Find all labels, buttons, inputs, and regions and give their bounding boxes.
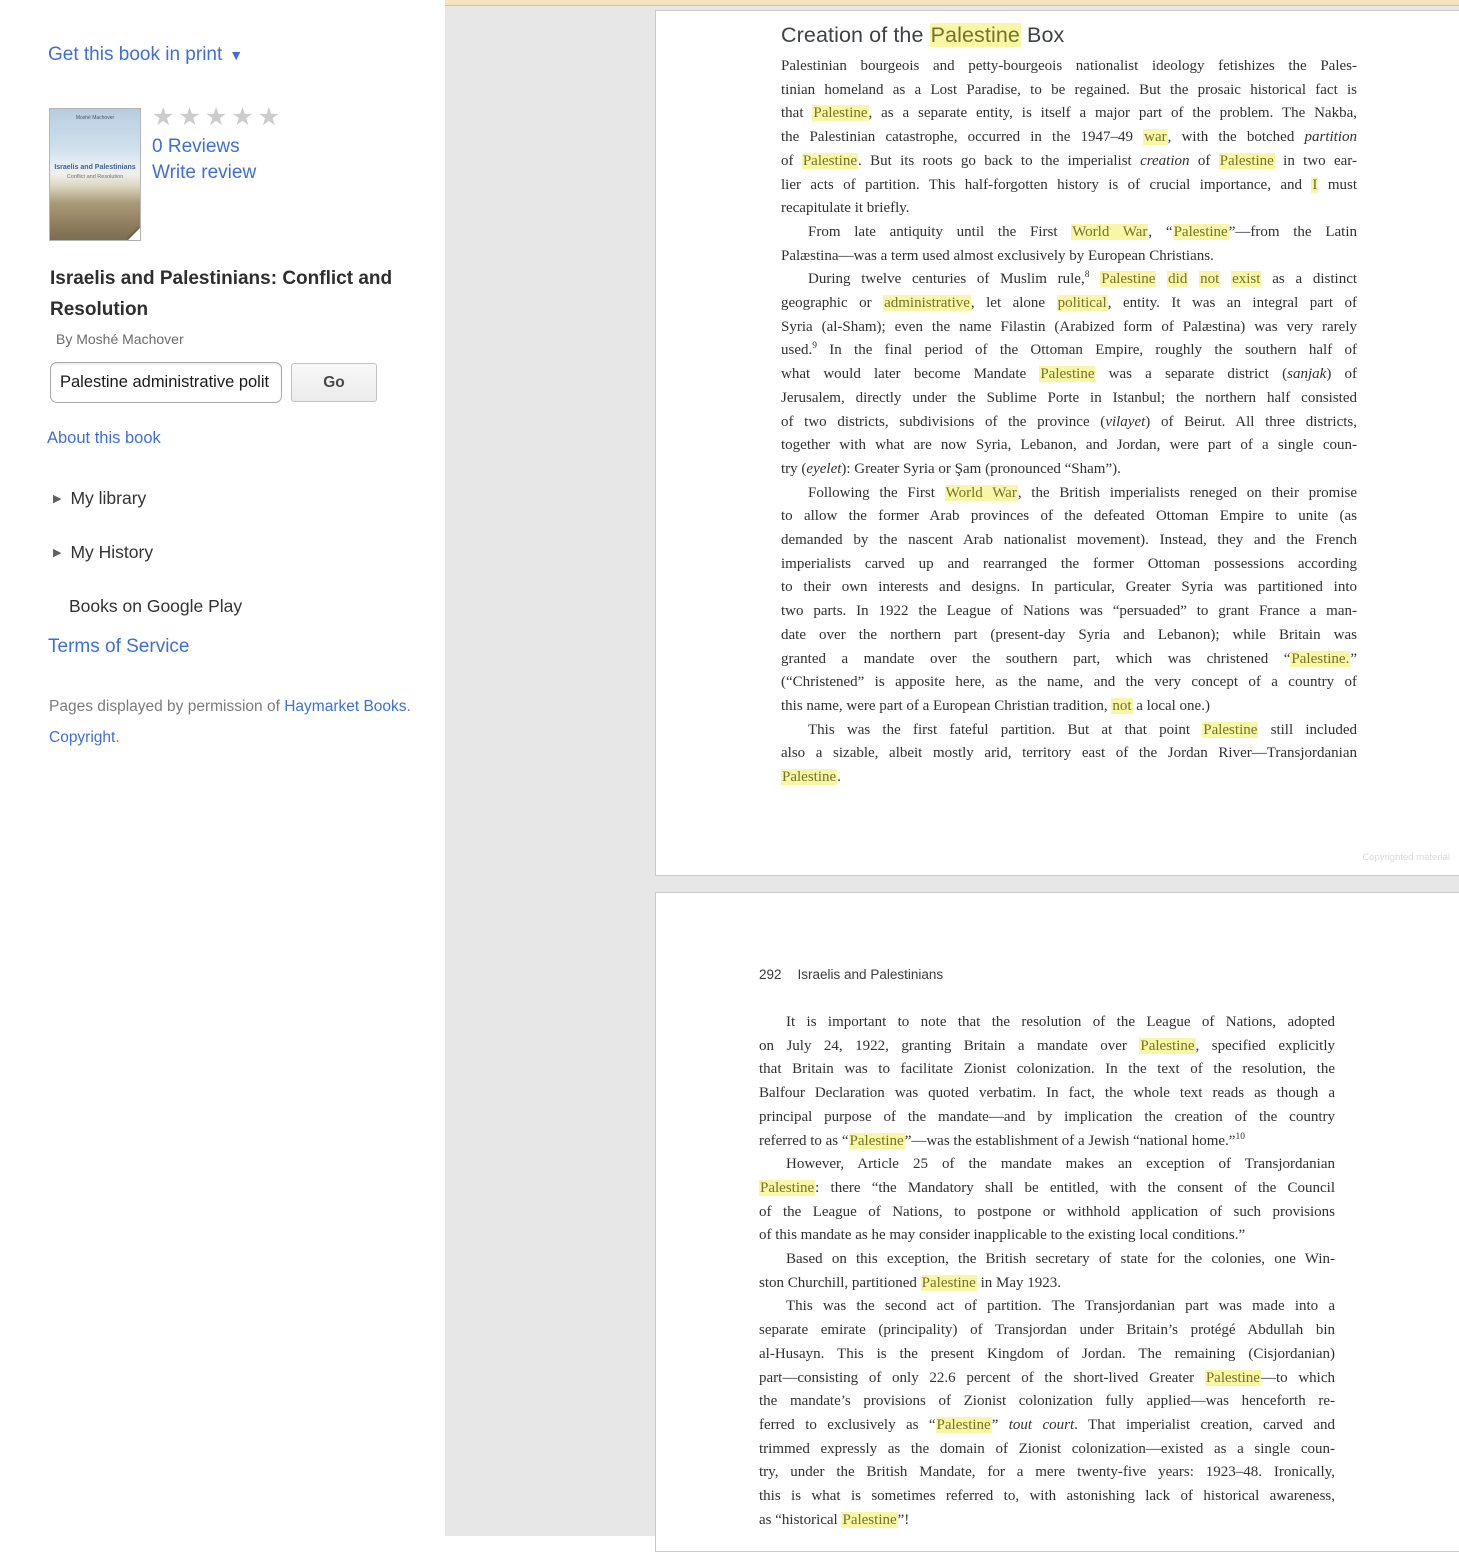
text-segment: ): Greater Syria or Şam (pronounced “Sham”). [841, 460, 1121, 477]
text-segment: the Palestinian catastrophe, occurred in the 1947–49 [781, 129, 1144, 146]
text-segment: ”—from the Latin [1228, 223, 1357, 240]
book-text-line [759, 1035, 1335, 1059]
book-text-line [781, 553, 1357, 577]
text-segment: Jerusalem, directly under the Sublime Porte in Istanbul; the northern half consisted [781, 389, 1357, 406]
search-in-book-input[interactable] [50, 362, 282, 403]
book-text-line [759, 1461, 1335, 1485]
book-text-line [781, 529, 1357, 553]
chevron-down-icon: ▼ [229, 47, 244, 63]
book-text-line [781, 482, 1357, 506]
text-segment: eyelet [806, 460, 842, 477]
search-highlight: exist [1232, 271, 1261, 288]
text-segment: two parts. In 1922 the League of Nations was “persuaded” to grant France a man- [781, 603, 1357, 620]
book-page-1 [655, 10, 1459, 876]
book-text-line [781, 339, 1357, 363]
text-segment: ) of Beirut. All three districts, [1145, 413, 1357, 430]
search-highlight: Palestine [813, 105, 868, 122]
text-segment: sanjak [1287, 366, 1327, 383]
book-text-line [781, 363, 1357, 387]
book-text-line [781, 221, 1357, 245]
text-segment: in May 1923. [976, 1274, 1061, 1291]
text-segment: creation [1140, 152, 1190, 169]
star-rating-icons: ★★★★★ [152, 103, 285, 131]
book-text-line [781, 316, 1357, 340]
sidebar-item-my-library[interactable] [53, 488, 146, 509]
copyright-link[interactable]: Copyright [49, 729, 116, 746]
book-title: Israelis and Palestinians: Conflict and Resolution [50, 268, 393, 320]
text-segment: In the final period of the Ottoman Empire, roughly the southern half of [817, 342, 1357, 359]
text-segment: still included [1258, 721, 1357, 738]
book-text-line [781, 387, 1357, 411]
text-segment: in two ear- [1274, 152, 1358, 169]
text-segment: , “ [1148, 223, 1173, 240]
book-paragraph [781, 719, 1357, 790]
book-text-line [759, 1058, 1335, 1082]
text-segment: separate emirate (principality) of Transjordan under Britain’s protégé Abdullah bin [759, 1322, 1335, 1339]
book-text-line [781, 648, 1357, 672]
search-highlight: Palestine [921, 1274, 976, 1291]
publisher-link[interactable]: Haymarket Books [284, 698, 407, 715]
book-text-line [781, 719, 1357, 743]
book-paragraph [759, 1295, 1335, 1532]
search-highlight: Palestine [802, 152, 857, 169]
text-segment: 9 [812, 341, 817, 352]
text-segment: partition [1304, 129, 1357, 146]
book-text-line [781, 695, 1357, 719]
book-text-line [759, 1153, 1335, 1177]
book-text-line [759, 1272, 1335, 1296]
text-segment: also a sizable, albeit mostly arid, territory east of the Jordan River—Transjordanian [781, 745, 1357, 762]
book-text-line [759, 1248, 1335, 1272]
permission-prefix: Pages displayed by permission of [49, 698, 285, 715]
text-segment: a local one.) [1132, 697, 1210, 714]
text-segment: must [1318, 176, 1357, 193]
text-segment: It is important to note that the resolution of the League of Nations, adopted [786, 1014, 1335, 1030]
text-segment: try ( [781, 460, 807, 477]
text-segment: Box [1020, 23, 1065, 47]
text-segment: of two districts, subdivisions of the province ( [781, 413, 1106, 430]
text-segment: of [1189, 152, 1219, 169]
text-segment: During twelve centuries of Muslim rule, [808, 271, 1085, 288]
book-text-line [781, 458, 1357, 482]
book-text-line [781, 576, 1357, 600]
search-highlight: Palestine [1219, 152, 1274, 169]
search-highlight: Palestine. [1291, 650, 1350, 667]
chevron-right-icon: ▶ [53, 547, 62, 559]
text-segment: Following the First [808, 484, 945, 501]
book-text-line [759, 1082, 1335, 1106]
text-segment: lier acts of partition. This half-forgotten history is of crucial importance, and [781, 176, 1312, 193]
text-segment: ” [991, 1416, 1009, 1433]
book-author: By Moshé Machover [56, 331, 184, 347]
text-segment: , with the botched [1167, 129, 1305, 146]
book-text-line [759, 1106, 1335, 1130]
search-highlight: Palestine [1101, 271, 1156, 288]
book-text-line [759, 1367, 1335, 1391]
permission-separator: . [406, 698, 411, 715]
text-segment: Palæstina—was a term used almost exclusively by European Christians. [781, 247, 1214, 264]
text-segment: , entity. It was an integral part of [1107, 295, 1357, 312]
search-highlight: Palestine [760, 1179, 815, 1196]
text-segment: that Britain was to facilitate Zionist colonization. In the text of the resolution, the [759, 1061, 1335, 1078]
text-segment: on July 24, 1922, granting Britain a mandate over [759, 1037, 1140, 1054]
book-text-line [781, 411, 1357, 435]
sidebar [0, 0, 445, 1536]
text-segment: Syria (al-Sham); even the name Filastin (Arabized form of Palæstina) was very rarely [781, 318, 1357, 335]
text-segment: trimmed expressly as the domain of Zionist colonization—existed as a single coun- [759, 1440, 1335, 1457]
search-highlight: Palestine [1140, 1037, 1195, 1054]
text-segment: 8 [1084, 270, 1090, 281]
cover-page-curl [128, 228, 140, 240]
go-button[interactable]: Go [291, 363, 377, 402]
text-segment: was a separate district ( [1095, 366, 1288, 383]
book-paragraph [759, 1011, 1335, 1153]
text-segment: , the British imperialists reneged on their promise [1017, 484, 1357, 501]
book-text-line [759, 1130, 1335, 1154]
text-segment: tout court [1008, 1416, 1075, 1433]
text-segment: this is what is sometimes referred to, with astonishing lack of historical awareness, [759, 1488, 1335, 1505]
text-segment: . That imperialist creation, carved and [1074, 1416, 1335, 1433]
text-segment [1089, 271, 1100, 287]
text-segment: geographic or [781, 295, 884, 312]
book-text-line [781, 102, 1357, 126]
text-segment: to allow the former Arab provinces of the defeated Ottoman Empire to unite (as [781, 508, 1357, 525]
text-segment [1220, 271, 1231, 287]
search-highlight: did [1168, 271, 1188, 288]
text-segment: demanded by the nascent Arab nationalist movement). Instead, they and the French [781, 532, 1357, 549]
text-segment: imperialists carved up and rearranged the former Ottoman possessions according [781, 555, 1357, 572]
book-text-line [781, 197, 1357, 221]
cover-title-text: Israelis and Palestinians [54, 164, 136, 171]
text-segment: , as a separate entity, is itself a major part of the problem. The Nakba, [868, 105, 1357, 122]
terms-of-service-link[interactable]: Terms of Service [48, 636, 190, 657]
search-highlight: Palestine [1173, 223, 1228, 240]
text-segment: date over the northern part (present-day Syria and Lebanon); while Britain was [781, 626, 1357, 643]
book-text-line [781, 624, 1357, 648]
chapter-title [781, 23, 1064, 48]
book-cover-thumbnail[interactable] [49, 108, 141, 241]
book-text-line [759, 1201, 1335, 1225]
text-segment: This was the second act of partition. The Transjordanian part was made into a [786, 1298, 1335, 1315]
text-segment: 10 [1235, 1131, 1245, 1142]
text-segment [1156, 271, 1167, 287]
text-segment: —to which [1260, 1369, 1335, 1386]
search-highlight: political [1057, 295, 1107, 312]
text-segment [1188, 271, 1199, 287]
text-segment: granted a mandate over the southern part, which was christened “ [781, 650, 1291, 667]
book-text-line [759, 1011, 1335, 1035]
permission-suffix: . [115, 729, 120, 746]
book-text-line [759, 1414, 1335, 1438]
page1-textblock [781, 55, 1357, 790]
book-text-line [781, 150, 1357, 174]
text-segment: part—consisting of only 22.6 percent of the short-lived Greater [759, 1369, 1205, 1386]
text-segment: tinian homeland as a Lost Paradise, to be regained. But the prosaic historical fact is [781, 81, 1357, 98]
book-text-line [759, 1177, 1335, 1201]
text-segment: , specified explicitly [1195, 1037, 1336, 1054]
text-segment: , let alone [970, 295, 1057, 312]
copyrighted-material-watermark: Copyrighted material [1362, 852, 1450, 863]
text-segment: principal purpose of the mandate—and by implication the creation of the country [759, 1108, 1335, 1125]
text-segment: of [781, 152, 802, 169]
sidebar-item-books-on-google-play[interactable]: Books on Google Play [69, 596, 243, 616]
text-segment: what would later become Mandate [781, 366, 1040, 383]
book-text-line [759, 1343, 1335, 1367]
text-segment: al-Husayn. This is the present Kingdom of Jordan. The remaining (Cisjordanian) [759, 1345, 1335, 1362]
text-segment: used. [781, 342, 813, 359]
search-highlight: Palestine [842, 1511, 897, 1528]
cover-subtitle-text: Conflict and Resolution [66, 174, 124, 180]
text-segment: vilayet [1105, 413, 1146, 430]
about-this-book-link[interactable]: About this book [47, 429, 161, 447]
book-text-line [781, 766, 1357, 790]
get-book-in-print-label: Get this book in print [48, 44, 223, 65]
search-highlight: Palestine [849, 1132, 904, 1149]
page-number: 292 [759, 967, 782, 982]
book-text-line [781, 742, 1357, 766]
text-segment: ” [1350, 650, 1357, 667]
chevron-right-icon: ▶ [53, 493, 62, 505]
search-highlight: Palestine [936, 1416, 991, 1433]
book-paragraph [781, 55, 1357, 221]
text-segment: This was the first fateful partition. But at that point [808, 721, 1203, 738]
book-text-line [759, 1390, 1335, 1414]
search-highlight: not [1112, 697, 1132, 714]
text-segment: as “historical [759, 1511, 842, 1528]
search-highlight: Palestine [1040, 366, 1095, 383]
book-text-line [759, 1485, 1335, 1509]
permission-notice [49, 691, 429, 753]
book-text-line [759, 1509, 1335, 1533]
book-paragraph [781, 268, 1357, 481]
book-text-line [781, 126, 1357, 150]
text-segment: that [781, 105, 813, 122]
page2-textblock [759, 1011, 1335, 1532]
text-segment: ferred to exclusively as “ [759, 1416, 936, 1433]
search-highlight: war [1144, 129, 1167, 146]
search-highlight: Palestine [782, 769, 837, 786]
book-text-line [759, 1295, 1335, 1319]
text-segment: as a distinct [1261, 271, 1358, 288]
book-text-line [759, 1438, 1335, 1462]
book-text-line [781, 245, 1357, 269]
search-highlight: I [1312, 176, 1318, 193]
book-text-line [781, 434, 1357, 458]
book-paragraph [781, 221, 1357, 268]
text-segment: of this mandate as he may consider inapplicable to the existing local conditions.” [759, 1227, 1246, 1244]
sidebar-item-my-history[interactable] [53, 542, 153, 563]
text-segment: : there “the Mandatory shall be entitled, with the consent of the Council [815, 1179, 1335, 1196]
book-text-line [781, 600, 1357, 624]
book-text-line [781, 268, 1357, 292]
book-page-2 [655, 892, 1459, 1552]
text-segment: ”! [897, 1511, 910, 1528]
text-segment: From late antiquity until the First [808, 223, 1072, 240]
search-highlight: Palestine [930, 23, 1020, 47]
text-segment: of the League of Nations, to postpone or withhold application of such provisions [759, 1203, 1335, 1220]
text-segment: . But its roots go back to the imperialist [858, 152, 1141, 169]
text-segment: together with what are now Syria, Lebanon, and Jordan, were part of a single coun- [781, 437, 1357, 454]
get-book-in-print-link[interactable] [48, 44, 243, 66]
book-text-line [781, 671, 1357, 695]
cover-author-text: Moshé Machover [75, 115, 115, 121]
text-segment: to their own interests and designs. In particular, Greater Syria was partitioned into [781, 579, 1357, 596]
write-review-link[interactable]: Write review [152, 162, 257, 183]
search-highlight: not [1200, 271, 1220, 288]
search-highlight: World War [1072, 223, 1148, 240]
book-paragraph [759, 1153, 1335, 1248]
search-highlight: Palestine [1203, 721, 1258, 738]
text-segment: Based on this exception, the British secretary of state for the colonies, one Win- [786, 1251, 1335, 1268]
book-text-line [781, 174, 1357, 198]
book-paragraph [781, 482, 1357, 719]
text-segment: referred to as “ [759, 1132, 849, 1149]
text-segment: (“Christened” is apposite here, as the name, and the very concept of a country of [781, 674, 1357, 691]
text-segment: ston Churchill, partitioned [759, 1274, 921, 1291]
text-segment: Creation of the [781, 23, 930, 47]
running-head [759, 967, 943, 982]
text-segment: However, Article 25 of the mandate makes an exception of Transjordanian [786, 1156, 1335, 1173]
viewer-top-strip [445, 0, 1459, 6]
my-history-label: My History [70, 542, 154, 562]
book-text-line [759, 1224, 1335, 1248]
text-segment: . [837, 769, 841, 786]
search-highlight: administrative [884, 295, 970, 312]
book-paragraph [759, 1248, 1335, 1295]
my-library-label: My library [70, 488, 147, 508]
reviews-count-link[interactable]: 0 Reviews [152, 136, 240, 157]
text-segment: Balfour Declaration was quoted verbatim. In fact, the whole text reads as though a [759, 1085, 1335, 1102]
book-text-line [781, 292, 1357, 316]
running-title: Israelis and Palestinians [797, 967, 944, 982]
book-text-line [781, 55, 1357, 79]
text-segment: ) of [1326, 366, 1357, 383]
search-highlight: Palestine [1205, 1369, 1260, 1386]
text-segment: the mandate’s provisions of Zionist colonization fully applied—was henceforth re- [759, 1393, 1335, 1410]
text-segment: ”—was the establishment of a Jewish “national home.” [904, 1132, 1236, 1149]
text-segment: try, under the British Mandate, for a mere twenty-five years: 1923–48. Ironically, [759, 1464, 1335, 1481]
search-highlight: World War [945, 484, 1017, 501]
text-segment: this name, were part of a European Christian tradition, [781, 697, 1112, 714]
book-text-line [781, 79, 1357, 103]
book-text-line [759, 1319, 1335, 1343]
text-segment: Palestinian bourgeois and petty-bourgeois nationalist ideology fetishizes the Pales- [781, 58, 1357, 74]
text-segment: recapitulate it briefly. [781, 200, 910, 217]
book-text-line [781, 505, 1357, 529]
